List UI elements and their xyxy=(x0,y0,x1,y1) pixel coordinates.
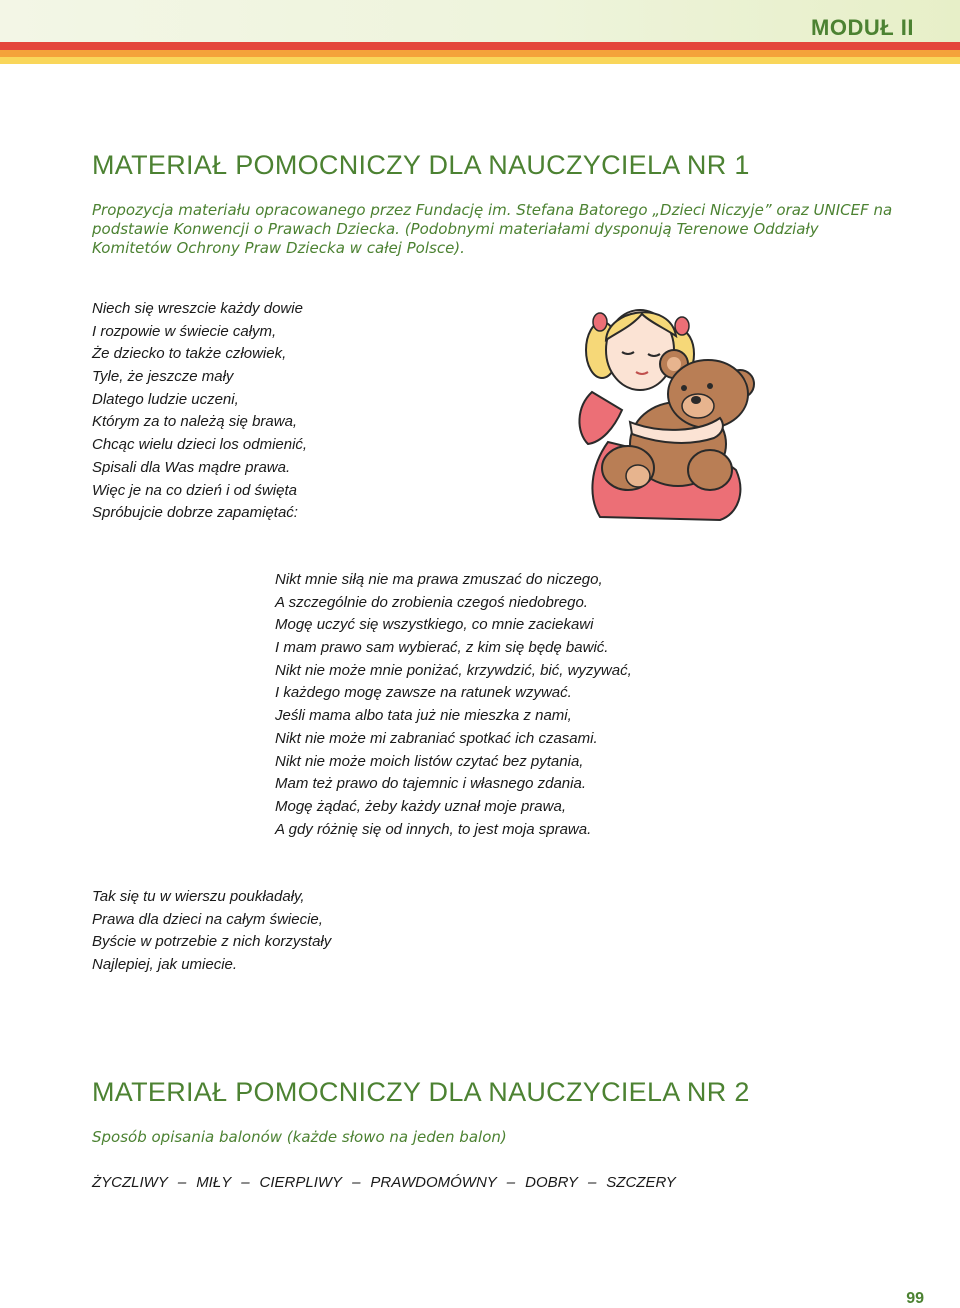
poem-line: I mam prawo sam wybierać, z kim się będę bawić. xyxy=(275,639,609,657)
word-separator: – xyxy=(352,1174,361,1191)
poem-line: Mogę żądać, żeby każdy uznał moje prawa, xyxy=(275,797,566,815)
girl-hugging-teddy-bear-icon xyxy=(570,292,760,524)
poem-line: Prawa dla dzieci na całym świecie, xyxy=(92,910,323,928)
poem-line: A gdy różnię się od innych, to jest moja sprawa. xyxy=(275,820,592,838)
poem-line: Nikt nie może moich listów czytać bez pytania, xyxy=(275,752,584,770)
intro-line: Komitetów Ochrony Praw Dziecka w całej Polsce). xyxy=(92,239,465,257)
poem-line: Spisali dla Was mądre prawa. xyxy=(92,458,291,476)
module-label: MODUŁ II xyxy=(811,15,914,40)
poem-line: A szczególnie do zrobienia czegoś niedobrego. xyxy=(275,593,588,611)
balloon-word: MIŁY xyxy=(196,1174,232,1191)
section-1-intro xyxy=(92,201,914,258)
poem-line: Więc je na co dzień i od święta xyxy=(92,481,297,499)
poem-line: Byście w potrzebie z nich korzystały xyxy=(92,933,332,951)
poem-line: Spróbujcie dobrze zapamiętać: xyxy=(92,504,298,522)
header-stripe-yellow xyxy=(0,57,960,64)
balloon-word: PRAWDOMÓWNY xyxy=(370,1174,497,1191)
poem-line: Mogę uczyć się wszystkiego, co mnie zaciekawi xyxy=(275,616,594,634)
balloon-word: DOBRY xyxy=(525,1174,578,1191)
poem-line: Jeśli mama albo tata już nie mieszka z nami, xyxy=(275,707,572,725)
header-stripe-orange xyxy=(0,50,960,57)
poem-outro-stanza xyxy=(92,886,331,977)
poem-line: Nikt nie może mi zabraniać spotkać ich czasami. xyxy=(275,729,598,747)
section-2-subtitle: Sposób opisania balonów (każde słowo na jeden balon) xyxy=(92,1128,507,1146)
poem-line: Najlepiej, jak umiecie. xyxy=(92,956,238,974)
section-2-title: MATERIAŁ POMOCNICZY DLA NAUCZYCIELA NR 2 xyxy=(92,1077,750,1107)
poem-line: Chcąc wielu dzieci los odmienić, xyxy=(92,436,308,454)
balloon-word: ŻYCZLIWY xyxy=(92,1174,168,1191)
poem-line: I rozpowie w świecie całym, xyxy=(92,322,277,340)
poem-rights-stanza xyxy=(275,569,632,841)
poem-intro-stanza xyxy=(92,298,307,525)
balloon-words-list xyxy=(92,1174,676,1191)
page-number: 99 xyxy=(906,1290,924,1307)
intro-line: Propozycja materiału opracowanego przez Fundację im. Stefana Batorego „Dzieci Niczyje” oraz UNICEF na xyxy=(92,201,893,219)
poem-line: Tak się tu w wierszu poukładały, xyxy=(92,888,305,905)
header-stripe-red xyxy=(0,42,960,50)
balloon-word: CIERPLIWY xyxy=(259,1174,343,1191)
poem-line: Którym za to należą się brawa, xyxy=(92,413,298,431)
word-separator: – xyxy=(506,1174,516,1191)
poem-line: Nikt nie może mnie poniżać, krzywdzić, bić, wyzywać, xyxy=(275,661,632,679)
word-separator: – xyxy=(241,1174,250,1191)
poem-line: Że dziecko to także człowiek, xyxy=(92,345,287,363)
page-header xyxy=(0,0,960,70)
word-separator: – xyxy=(177,1174,187,1191)
poem-line: Tyle, że jeszcze mały xyxy=(92,368,234,386)
word-separator: – xyxy=(587,1174,597,1191)
poem-line: I każdego mogę zawsze na ratunek wzywać. xyxy=(275,684,572,702)
poem-line: Mam też prawo do tajemnic i własnego zdania. xyxy=(275,775,586,793)
poem-line: Niech się wreszcie każdy dowie xyxy=(92,300,303,317)
poem-line: Nikt mnie siłą nie ma prawa zmuszać do niczego, xyxy=(275,571,603,588)
intro-line: podstawie Konwencji o Prawach Dziecka. (Podobnymi materiałami dysponują Terenowe Oddziały xyxy=(92,220,819,238)
balloon-word: SZCZERY xyxy=(606,1174,676,1191)
section-1-title: MATERIAŁ POMOCNICZY DLA NAUCZYCIELA NR 1 xyxy=(92,150,750,180)
poem-line: Dlatego ludzie uczeni, xyxy=(92,390,239,408)
